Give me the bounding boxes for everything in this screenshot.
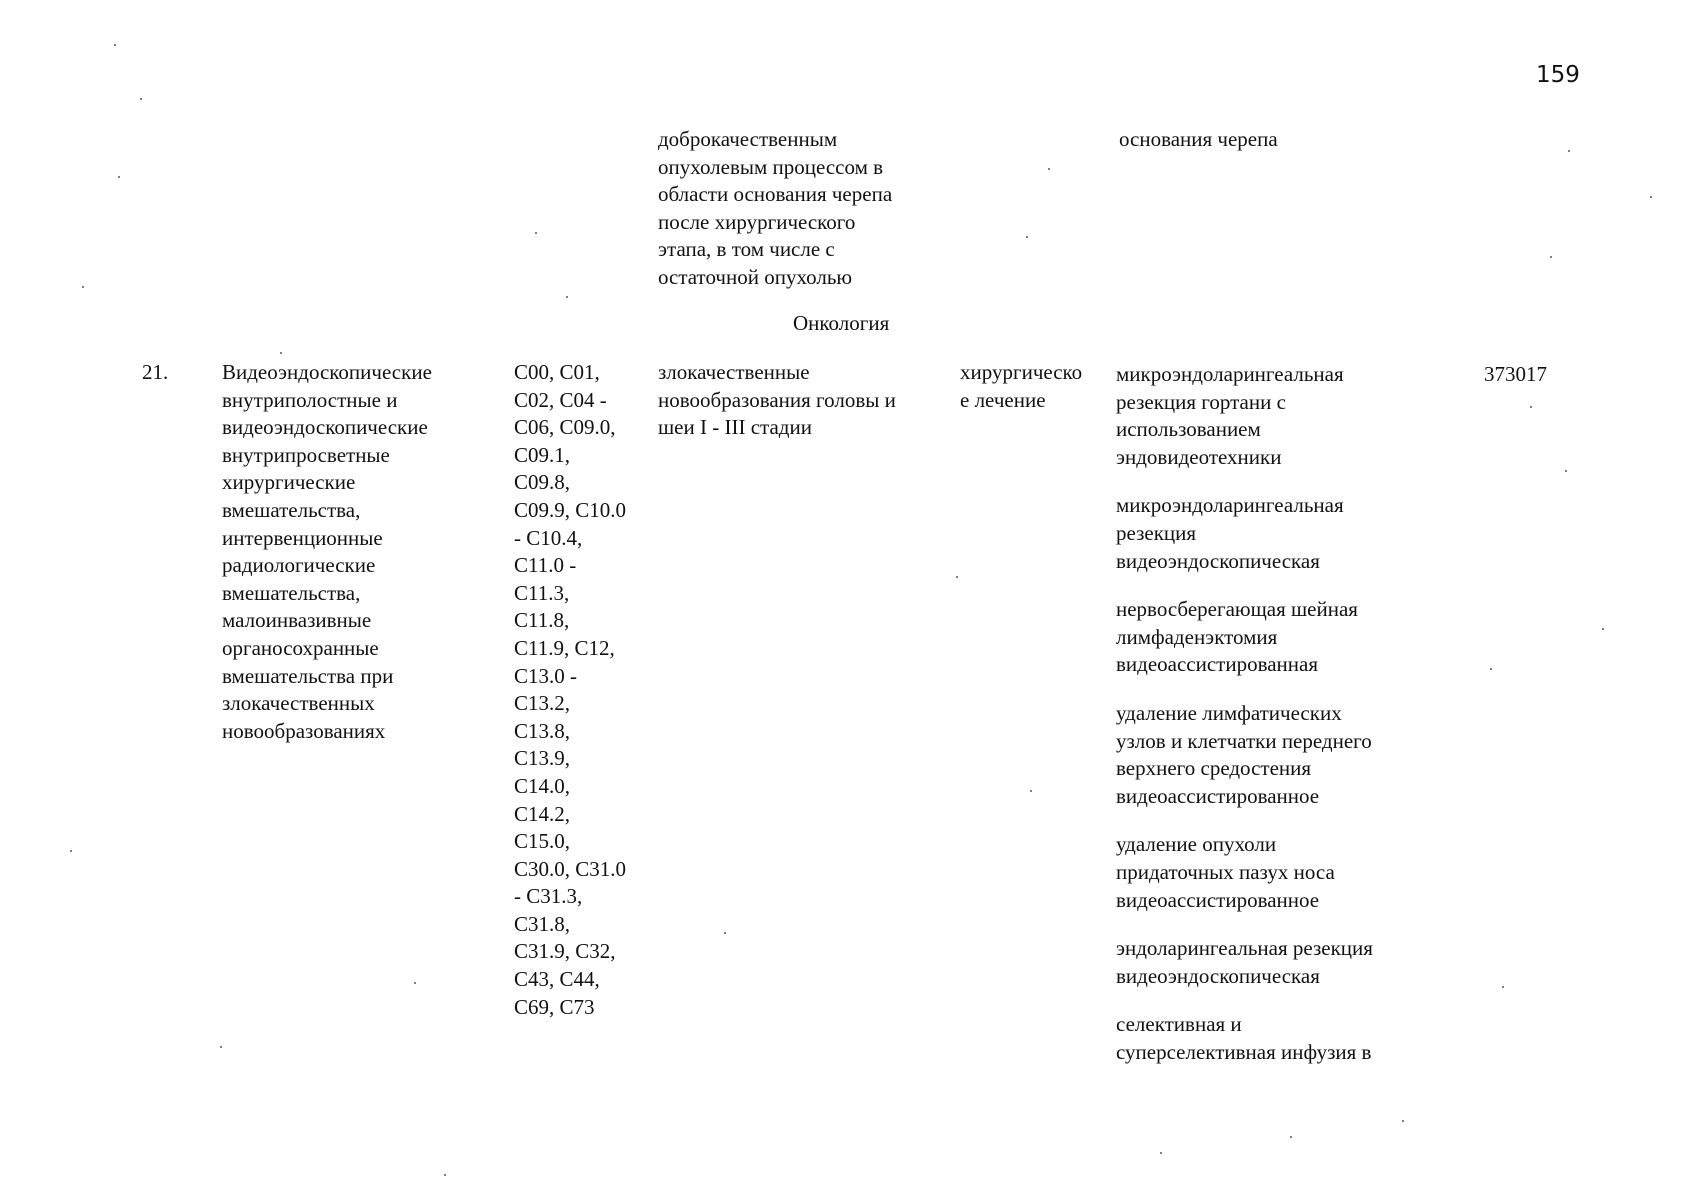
scan-speck (444, 1174, 446, 1176)
method-item: нервосберегающая шейная лимфаденэктомия видеоассистированная (1116, 597, 1358, 677)
scan-speck (1568, 150, 1570, 152)
treatment-methods-list (1116, 361, 1426, 1087)
scan-speck (1290, 1136, 1292, 1138)
scan-speck (1602, 628, 1604, 630)
scan-speck (724, 932, 726, 934)
method-item: микроэндоларингеальная резекция гортани с использованием эндовидеотехники (1116, 362, 1344, 469)
scan-speck (1565, 470, 1567, 472)
scan-speck (82, 286, 84, 288)
scan-speck (1048, 168, 1050, 170)
scan-speck (1530, 406, 1532, 408)
scan-speck (1160, 1152, 1162, 1154)
scan-speck (535, 232, 537, 234)
scan-speck (140, 98, 142, 100)
method-item: эндоларингеальная резекция видеоэндоскопическая (1116, 936, 1373, 988)
scan-speck (566, 296, 568, 298)
scan-speck (1650, 196, 1652, 198)
continued-diagnosis-text: доброкачественным опухолевым процессом в области основания черепа после хирургического этапа, в том числе с остаточной опухолью (658, 127, 893, 289)
scan-speck (70, 850, 72, 852)
page-number: 159 (1536, 62, 1580, 88)
row-number: 21. (142, 360, 169, 384)
method-item: микроэндоларингеальная резекция видеоэндоскопическая (1116, 493, 1344, 573)
procedure-name: Видеоэндоскопические внутриполостные и видеоэндоскопические внутрипросветные хирургические вмешательства, интервенционные радиологические вмешательства, малоинвазивные органосохранные вмешательства при злокачественных новообразованиях (222, 360, 432, 743)
method-item: селективная и суперселективная инфузия в (1116, 1012, 1372, 1064)
icd-codes: C00, C01, C02, C04 - C06, C09.0, C09.1, C09.8, C09.9, C10.0 - C10.4, C11.0 - C11.3, C11.8, C11.9, C12, C13.0 - C13.2, C13.8, C13.9, C14.0, C14.2, C15.0, C30.0, C31.0 - C31.3, C31.8, C31.9, C32, C43, C44, C69, C73 (514, 360, 627, 1019)
treatment-type: хирургическо е лечение (960, 360, 1083, 412)
scan-speck (1026, 236, 1028, 238)
method-item: удаление лимфатических узлов и клетчатки переднего верхнего средостения видеоассистированное (1116, 700, 1372, 808)
scan-speck (220, 1046, 222, 1048)
method-item: удаление опухоли придаточных пазух носа видеоассистированное (1116, 832, 1335, 912)
scan-speck (1502, 986, 1504, 988)
scan-speck (280, 352, 282, 354)
scan-speck (1030, 790, 1032, 792)
scan-speck (114, 44, 116, 46)
cost-value: 373017 (1484, 362, 1547, 386)
diagnosis-text: злокачественные новообразования головы и шеи I - III стадии (658, 360, 896, 440)
section-title: Онкология (793, 311, 890, 335)
scan-speck (1490, 668, 1492, 670)
scan-speck (1550, 256, 1552, 258)
scan-speck (414, 982, 416, 984)
scan-speck (1402, 1120, 1404, 1122)
scan-speck (956, 576, 958, 578)
scan-speck (118, 176, 120, 178)
continued-method-text: основания черепа (1119, 127, 1278, 151)
